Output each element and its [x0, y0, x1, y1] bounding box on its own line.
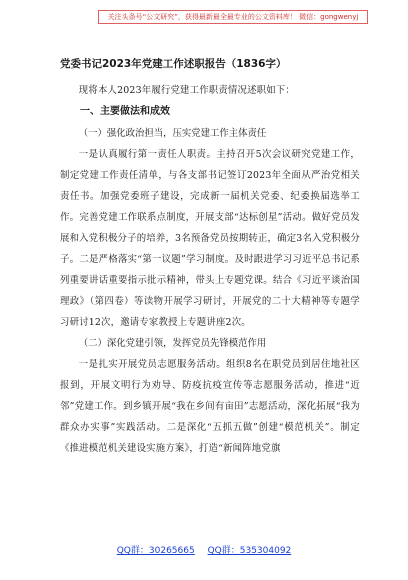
paragraph-2: 一是扎实开展党员志愿服务活动。组织8名在职党员到居住地社区报到，开展文明行为劝导、防疫抗疫宣传等志愿服务活动，推进“近邻”党建工作。到乡镇开展“我在乡间有亩田”志愿活动，深化拓展“我为群众办实事”实践活动。二是深化“五抓五做”创建“模范机关”。制定《推进模范机关建设实施方案》，打造“新闻阵地党旗 — [60, 359, 360, 454]
subsection-heading-1: （一）强化政治担当，压实党建工作主体责任 — [78, 128, 267, 139]
paragraph-1: 一是认真履行第一责任人职责。主持召开5次会议研究党建工作，制定党建工作责任清单，与各支部书记签订2023年全面从严治党相关责任书。加强党委班子建设，完成新一届机关党委、纪委换届选举工作。完善党建工作联系点制度，开展支部“达标创星”活动。做好党员发展和入党积极分子的培养，3名预备党员按期转正，确定3名入党积极分子。二是严格落实“第一议题”学习制度。及时跟进学习习近平总书记系列重要讲话重要指示批示精神，带头上专题党课。结合《习近平谈治国理政》（第四卷）等读物开展学习研讨，开展党的二十大精神等专题学习研讨12次，邀请专家教授上专题讲座2次。 — [60, 149, 360, 328]
footer-contact — [0, 543, 408, 556]
intro-paragraph: 现将本人2023年履行党建工作职责情况述职如下： — [78, 85, 295, 96]
promo-banner: 关注头条号“公文研究”，获得最新最全最专业的公文资料库！ 微信：gongwenyj — [98, 10, 368, 24]
section-heading-1: 一、主要做法和成效 — [80, 106, 170, 117]
qq-group-2: QQ群：535304092 — [207, 546, 292, 556]
qq-group-1: QQ群：30265665 — [116, 546, 195, 556]
document-body — [60, 56, 360, 459]
document-title: 党委书记2023年党建工作述职报告（1836字） — [60, 58, 287, 70]
subsection-heading-2: （二）深化党建引领，发挥党员先锋模范作用 — [78, 338, 267, 349]
